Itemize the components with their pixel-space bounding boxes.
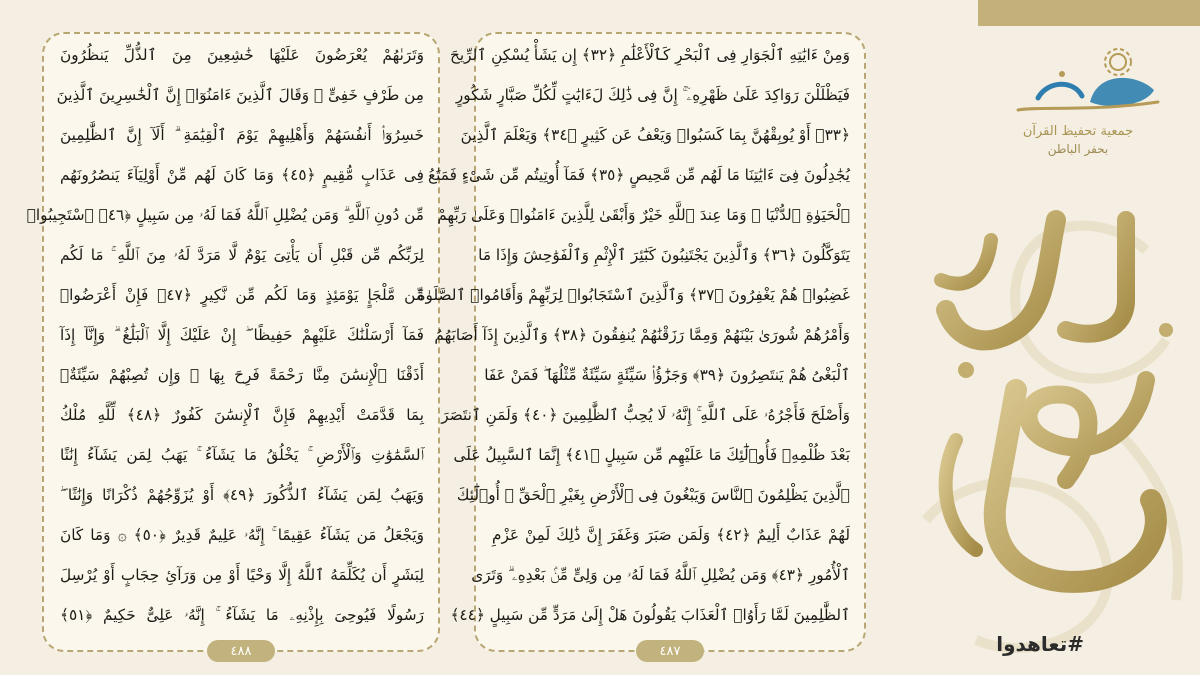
verse-line: مِن طَرْفٍ خَفِىٍّ ۗ وَقَالَ ٱلَّذِينَ ءَامَنُوٓا۟ إِنَّ ٱلْخَٰسِرِينَ ٱلَّذِينَ: [56, 86, 424, 104]
verse-line: وَأَمْرُهُمْ شُورَىٰ بَيْنَهُمْ وَمِمَّا رَزَقْنَٰهُمْ يُنفِقُونَ ﴿٣٨﴾ وَٱلَّذِينَ إِذَآ أَصَابَهُمُ: [434, 326, 850, 344]
organization-location: بحفر الباطن: [1047, 142, 1109, 156]
quran-page-488: [26, 32, 440, 659]
taahadu-calligraphy: [896, 180, 1196, 610]
page-text-lines: [417, 46, 850, 626]
verse-line: وَمِنْ ءَايَٰتِهِ ٱلْجَوَارِ فِى ٱلْبَحْرِ كَٱلْأَعْلَٰمِ ﴿٣٢﴾ إِن يَشَأْ يُسْكِنِ ٱلرِّيحَ: [450, 46, 850, 64]
verse-line: فَيَظْلَلْنَ رَوَاكِدَ عَلَىٰ ظَهْرِهِۦٓ ۚ إِنَّ فِى ذَٰلِكَ لَءَايَٰتٍ لِّكُلِّ صَبَّارٍ شَكُورٍ: [455, 86, 850, 104]
branding-panel: [886, 0, 1200, 675]
page-number-badge: ٤٨٧: [636, 640, 704, 662]
verse-line: فِى عَذَابٍ مُّقِيمٍ ﴿٤٥﴾ وَمَا كَانَ لَهُم مِّنْ أَوْلِيَآءَ يَنصُرُونَهُم: [60, 166, 424, 184]
verse-line: وَتَرَىٰهُمْ يُعْرَضُونَ عَلَيْهَا خَٰشِعِينَ مِنَ ٱلذُّلِّ يَنظُرُونَ: [60, 46, 424, 64]
verse-line: ٱلْحَيَوٰةِ ٱلدُّنْيَا ۖ وَمَا عِندَ ٱللَّهِ خَيْرٌ وَأَبْقَىٰ لِلَّذِينَ ءَامَنُوا۟ وَعَلَىٰ رَبِّهِمْ: [437, 206, 850, 224]
verse-line: ﴿٣٣﴾ أَوْ يُوبِقْهُنَّ بِمَا كَسَبُوا۟ وَيَعْفُ عَن كَثِيرٍ ﴿٣٤﴾ وَيَعْلَمَ ٱلَّذِينَ: [460, 126, 850, 144]
page-text-lines: [26, 46, 424, 626]
verse-line: مِّن مَّلْجَإٍ يَوْمَئِذٍ وَمَا لَكُم مِّن نَّكِيرٍ ﴿٤٧﴾ فَإِنْ أَعْرَضُوا۟: [60, 286, 424, 304]
verse-line: لَهُمْ عَذَابٌ أَلِيمٌ ﴿٤٢﴾ وَلَمَن صَبَرَ وَغَفَرَ إِنَّ ذَٰلِكَ لَمِنْ عَزْمِ: [492, 526, 850, 544]
verse-line: غَضِبُوا۟ هُمْ يَغْفِرُونَ ﴿٣٧﴾ وَٱلَّذِينَ ٱسْتَجَابُوا۟ لِرَبِّهِمْ وَأَقَامُوا۟ ٱلصَّلَوٰةَ: [417, 286, 850, 304]
verse-line: ٱلَّذِينَ يَظْلِمُونَ ٱلنَّاسَ وَيَبْغُونَ فِى ٱلْأَرْضِ بِغَيْرِ ٱلْحَقِّ ۚ أُو۟لَٰٓئِكَ: [456, 486, 850, 504]
hashtag: #تعاهدوا: [996, 632, 1084, 656]
verse-line: مِّن دُونِ ٱللَّهِ ۗ وَمَن يُضْلِلِ ٱللَّهُ فَمَا لَهُۥ مِن سَبِيلٍ ﴿٤٦﴾ ٱسْتَجِيبُوا۟: [26, 206, 424, 224]
verse-line: وَيَهَبُ لِمَن يَشَآءُ ٱلذُّكُورَ ﴿٤٩﴾ أَوْ يُزَوِّجُهُمْ ذُكْرَانًا وَإِنَٰثًا ۖ: [60, 486, 424, 504]
quran-page-487: [417, 32, 866, 659]
verse-line: ٱلسَّمَٰوَٰتِ وَٱلْأَرْضِ ۚ يَخْلُقُ مَا يَشَآءُ ۚ يَهَبُ لِمَن يَشَآءُ إِنَٰثًا: [60, 446, 424, 464]
verse-line: ٱلظَّٰلِمِينَ لَمَّا رَأَوُا۟ ٱلْعَذَابَ يَقُولُونَ هَلْ إِلَىٰ مَرَدٍّ مِّن سَبِيلٍ ﴿٤٤﴾: [450, 606, 850, 624]
verse-line: يُجَٰدِلُونَ فِىٓ ءَايَٰتِنَا مَا لَهُم مِّن مَّحِيصٍ ﴿٣٥﴾ فَمَآ أُوتِيتُم مِّن شَىْءٍ فَمَتَٰعُ: [428, 166, 850, 184]
verse-line: بِمَا قَدَّمَتْ أَيْدِيهِمْ فَإِنَّ ٱلْإِنسَٰنَ كَفُورٌ ﴿٤٨﴾ لِّلَّهِ مُلْكُ: [60, 406, 424, 424]
organization-name: جمعية تحفيظ القرآن: [1022, 124, 1134, 139]
page-number-badge: ٤٨٨: [207, 640, 275, 662]
verse-line: خَسِرُوٓا۟ أَنفُسَهُمْ وَأَهْلِيهِمْ يَوْمَ ٱلْقِيَٰمَةِ ۗ أَلَآ إِنَّ ٱلظَّٰلِمِينَ: [60, 126, 424, 144]
verse-line: فَمَآ أَرْسَلْنَٰكَ عَلَيْهِمْ حَفِيظًا ۖ إِنْ عَلَيْكَ إِلَّا ٱلْبَلَٰغُ ۗ وَإِنَّآ إِذَآ: [60, 326, 424, 344]
verse-line: رَسُولًا فَيُوحِىَ بِإِذْنِهِۦ مَا يَشَآءُ ۚ إِنَّهُۥ عَلِىٌّ حَكِيمٌ ﴿٥١﴾: [60, 606, 424, 624]
verse-line: ٱلْأُمُورِ ﴿٤٣﴾ وَمَن يُضْلِلِ ٱللَّهُ فَمَا لَهُۥ مِن وَلِىٍّ مِّنۢ بَعْدِهِۦ ۗ وَتَرَى: [471, 566, 850, 584]
verse-line: وَأَصْلَحَ فَأَجْرُهُۥ عَلَى ٱللَّهِ ۚ إِنَّهُۥ لَا يُحِبُّ ٱلظَّٰلِمِينَ ﴿٤٠﴾ وَلَمَنِ ٱنتَصَرَ: [441, 406, 850, 424]
organization-logo: [978, 40, 1178, 160]
verse-line: وَيَجْعَلُ مَن يَشَآءُ عَقِيمًا ۚ إِنَّهُۥ عَلِيمٌ قَدِيرٌ ﴿٥٠﴾ ۞ وَمَا كَانَ: [60, 526, 424, 544]
verse-line: أَذَقْنَا ٱلْإِنسَٰنَ مِنَّا رَحْمَةً فَرِحَ بِهَا ۖ وَإِن تُصِبْهُمْ سَيِّئَةٌۢ: [60, 366, 424, 384]
verse-line: لِبَشَرٍ أَن يُكَلِّمَهُ ٱللَّهُ إِلَّا وَحْيًا أَوْ مِن وَرَآئِ حِجَابٍ أَوْ يُرْسِلَ: [60, 566, 424, 584]
verse-line: ٱلْبَغْىُ هُمْ يَنتَصِرُونَ ﴿٣٩﴾ وَجَزَٰٓؤُا۟ سَيِّئَةٍ سَيِّئَةٌ مِّثْلُهَا ۖ فَمَنْ عَفَا: [484, 366, 850, 384]
verse-line: لِرَبِّكُم مِّن قَبْلِ أَن يَأْتِىَ يَوْمٌ لَّا مَرَدَّ لَهُۥ مِنَ ٱللَّهِ ۚ مَا لَكُم: [60, 246, 424, 264]
verse-line: بَعْدَ ظُلْمِهِۦ فَأُو۟لَٰٓئِكَ مَا عَلَيْهِم مِّن سَبِيلٍ ﴿٤١﴾ إِنَّمَا ٱلسَّبِيلُ عَلَى: [453, 446, 850, 464]
logo-emblem: [978, 40, 1178, 120]
verse-line: يَتَوَكَّلُونَ ﴿٣٦﴾ وَٱلَّذِينَ يَجْتَنِبُونَ كَبَٰٓئِرَ ٱلْإِثْمِ وَٱلْفَوَٰحِشَ وَإِذَا مَا: [478, 246, 850, 264]
